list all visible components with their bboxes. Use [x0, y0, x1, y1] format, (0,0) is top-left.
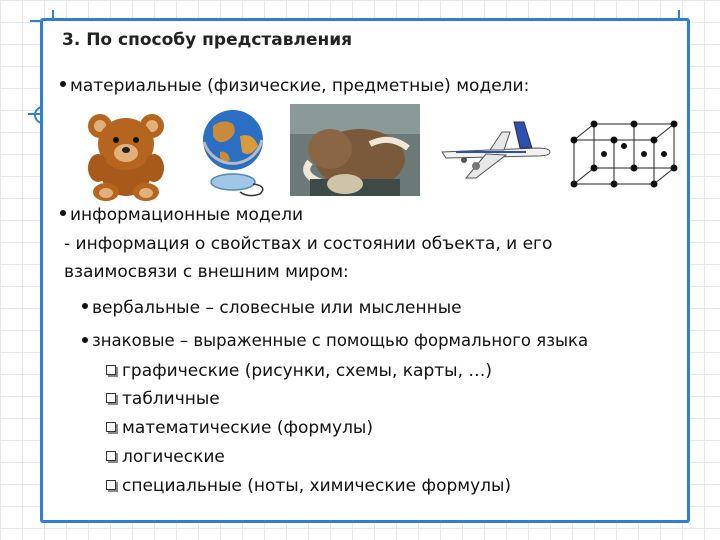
- crystal-lattice-image: [566, 120, 686, 188]
- info-desc-line1: - информация о свойствах и состоянии объекта, и его: [64, 234, 553, 254]
- verbal-item: [82, 298, 462, 318]
- subtype-item: [106, 447, 225, 467]
- decor-line-top: [30, 20, 40, 22]
- info-models-label: информационные модели: [70, 205, 304, 225]
- material-models-label: материальные (физические, предметные) модели:: [70, 76, 530, 96]
- bullet-icon: [60, 210, 66, 216]
- bullet-icon: [60, 81, 66, 87]
- subtype-label: специальные (ноты, химические формулы): [122, 476, 512, 496]
- checkbox-bullet-icon: [106, 451, 116, 461]
- sign-label: знаковые – выраженные с помощью формального языка: [92, 331, 589, 350]
- checkbox-bullet-icon: [106, 422, 116, 432]
- sign-item: [82, 331, 588, 350]
- slide-title: 3. По способу представления: [62, 30, 353, 50]
- subtype-label: математические (формулы): [122, 418, 373, 438]
- info-desc-line2: взаимосвязи с внешним миром:: [64, 262, 349, 282]
- subtype-item: [106, 389, 220, 409]
- subtype-label: логические: [122, 447, 225, 467]
- globe-image: [198, 106, 273, 198]
- subtype-label: графические (рисунки, схемы, карты, …): [122, 361, 493, 381]
- teddy-bear-image: [78, 108, 176, 203]
- material-models-item: [60, 76, 529, 96]
- checkbox-bullet-icon: [106, 480, 116, 490]
- bullet-icon: [82, 337, 88, 343]
- subtype-item: [106, 361, 492, 381]
- bullet-icon: [82, 303, 88, 309]
- mammoth-image: [290, 104, 420, 196]
- info-models-item: [60, 205, 303, 225]
- subtype-item: [106, 476, 511, 496]
- subtype-label: табличные: [122, 389, 220, 409]
- verbal-label: вербальные – словесные или мысленные: [92, 298, 462, 318]
- subtype-item: [106, 418, 373, 438]
- checkbox-bullet-icon: [106, 393, 116, 403]
- checkbox-bullet-icon: [106, 365, 116, 375]
- airplane-image: [436, 118, 556, 180]
